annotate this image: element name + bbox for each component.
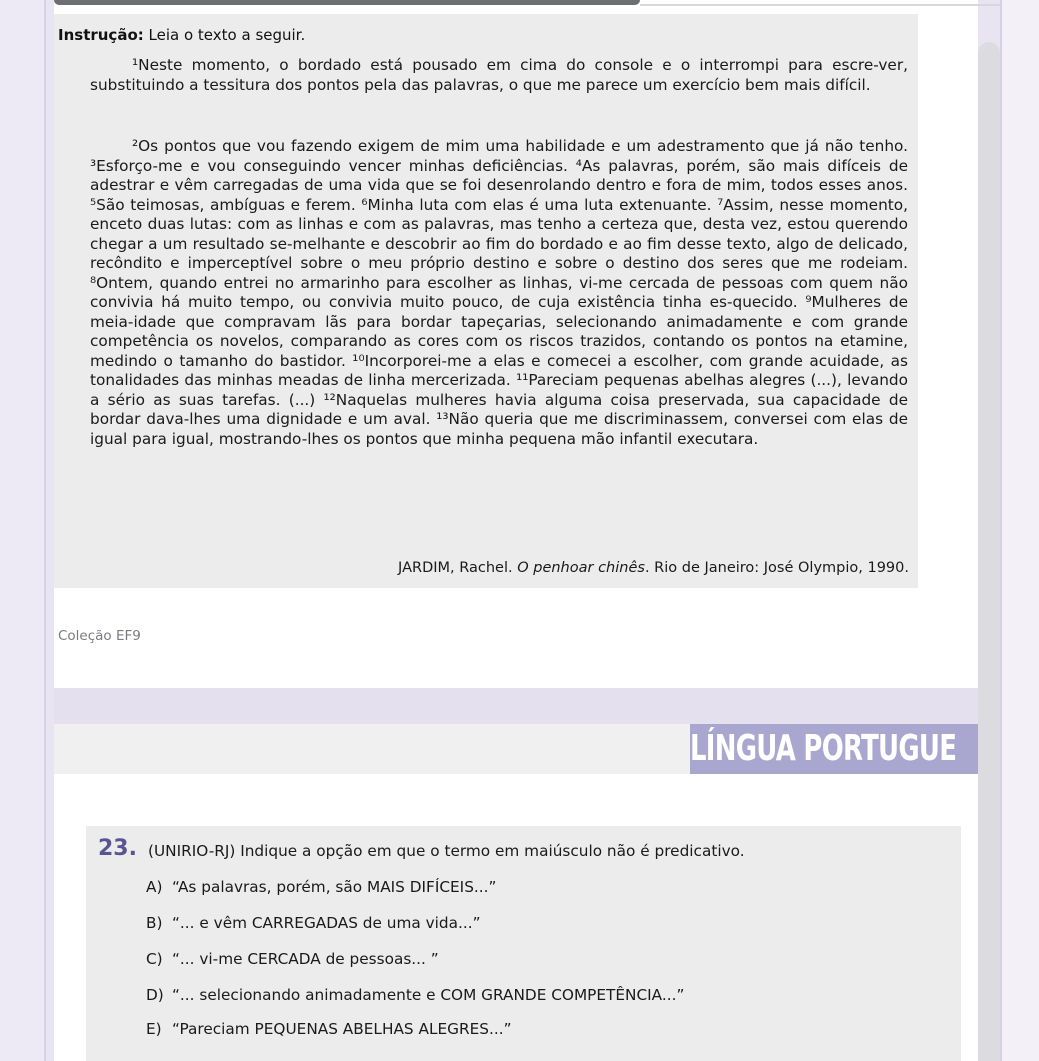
option-letter: B) [146,914,163,932]
section-separator [54,688,978,724]
option-letter: D) [146,986,164,1004]
collection-label: Coleção EF9 [58,628,141,644]
option-text: “... e vêm CARREGADAS de uma vida...” [172,914,481,932]
question-number: 23. [98,836,137,861]
source-citation [398,560,909,576]
scrollbar[interactable] [978,42,1000,1061]
top-progress-bar [54,0,640,5]
option-text: “... vi-me CERCADA de pessoas... ” [172,950,439,968]
subject-banner [690,724,978,774]
option-letter: E) [146,1020,162,1038]
subject-banner-text: LÍNGUA PORTUGUE [690,728,957,769]
option-letter: C) [146,950,163,968]
option-text: “Pareciam PEQUENAS ABELHAS ALEGRES...” [172,1020,512,1038]
option-a[interactable] [146,878,496,896]
option-e[interactable] [146,1020,512,1038]
option-b[interactable] [146,914,481,932]
option-c[interactable] [146,950,439,968]
citation-author: JARDIM, Rachel. [398,560,518,576]
top-divider [640,4,1000,6]
instruction-text: Leia o texto a seguir. [143,26,306,44]
text-paragraph-2: ²Os pontos que vou fazendo exigem de mim uma habilidade e um adestramento que já não tenho. ³Esforço-me e vou conseguindo vencer minhas deficiências. ⁴As palavras, porém, são mais difíceis de adestrar e vêm carregadas de uma vida que se foi desenrolando dentro e fora de mim, todos esses anos. ⁵São teimosas, ambíguas e ferem. ⁶Minha luta com elas é uma luta extenuante. ⁷Assim, nesse momento, enceto duas lutas: com as linhas e com as palavras, mas tenho a certeza que, desta vez, estou querendo chegar a um resultado se-melhante e descobrir ao fim do bordado e ao fim desse texto, algo de delicado, recôndito e imperceptível sobre o meu próprio destino e sobre o destino dos seres que me rodeiam. ⁸Ontem, quando entrei no armarinho para escolher as linhas, vi-me cercada de pessoas com quem não convivia há muito tempo, ou convivia muito pouco, de cuja existência tinha es-quecido. ⁹Mulheres de meia-idade que compravam lãs para bordar tapeçarias, selecionando animadamente e com grande competência os novelos, comparando as cores com os riscos trazidos, contando os pontos na etamine, medindo o tamanho do bastidor. ¹⁰Incorporei-me a elas e comecei a escolher, com grande acuidade, as tonalidades das minhas meadas de linha mercerizada. ¹¹Pareciam pequenas abelhas alegres (...), levando a sério as suas tarefas. (...) ¹²Naquelas mulheres havia alguma coisa preservada, sua capacidade de bordar dava-lhes uma dignidade e um aval. ¹³Não queria que me discriminassem, conversei com elas de igual para igual, mostrando-lhes os pontos que minha pequena mão infantil executara. [90,137,908,448]
left-margin [0,0,44,1061]
option-d[interactable] [146,986,684,1004]
option-text: “As palavras, porém, são MAIS DIFÍCEIS...” [172,878,497,896]
citation-rest: . Rio de Janeiro: José Olympio, 1990. [644,560,909,576]
left-border [44,0,46,1061]
option-letter: A) [146,878,163,896]
header-strip [54,724,690,774]
instruction-label: Instrução: [58,26,144,44]
right-margin [1000,0,1039,1061]
citation-title: O penhoar chinês [517,560,645,576]
option-text: “... selecionando animadamente e COM GRANDE COMPETÊNCIA...” [172,986,685,1004]
question-text: (UNIRIO-RJ) Indique a opção em que o termo em maiúsculo não é predicativo. [148,842,745,860]
instruction-line [58,26,305,44]
right-border [1000,0,1002,1061]
text-paragraph-1: ¹Neste momento, o bordado está pousado em cima do console e o interrompi para escre-ver, substituindo a tessitura dos pontos pela das palavras, o que me parece um exercício bem mais difícil. [90,56,908,94]
